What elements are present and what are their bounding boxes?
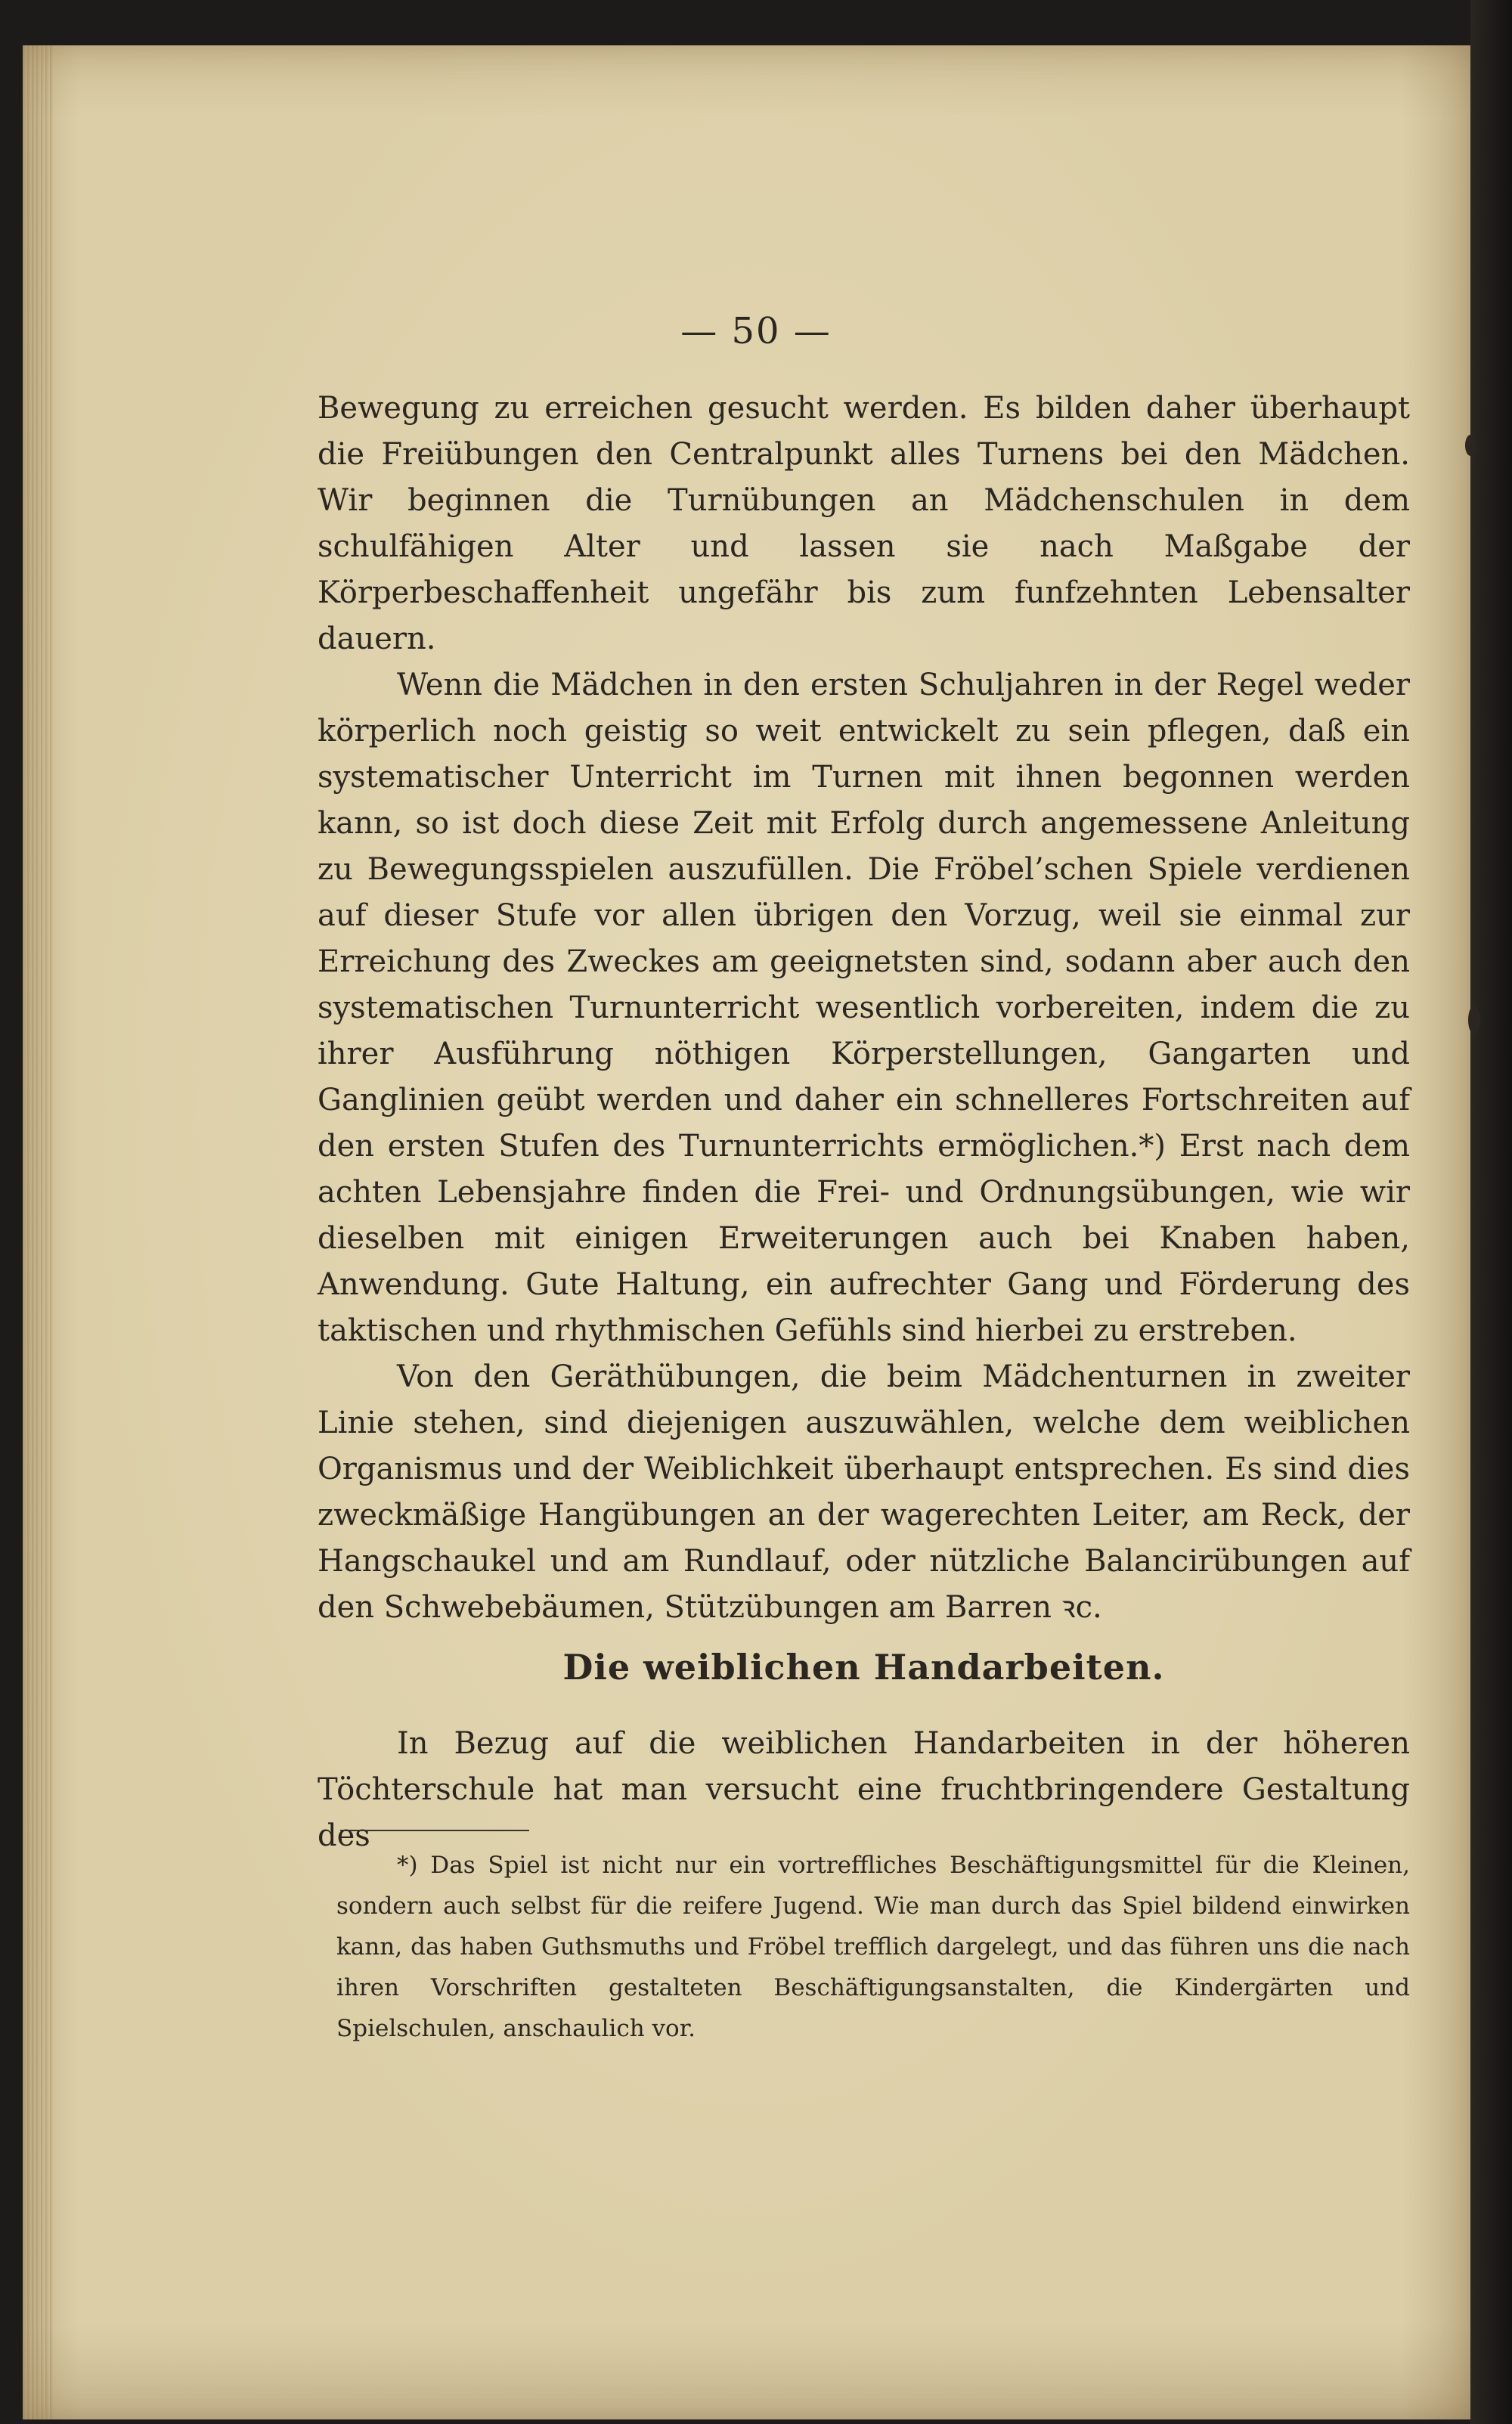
ink-speck bbox=[1465, 435, 1476, 456]
binding-shadow bbox=[1470, 0, 1512, 2424]
ink-speck bbox=[1468, 1006, 1480, 1034]
paragraph-froebel-games: Wenn die Mädchen in den ersten Schuljahren in der Regel weder körperlich noch geistig so weit entwickelt zu sein pflegen, daß ein systematischer Unterricht im Turnen mit ihnen begonnen werden kann, so ist doch diese Zeit mit Erfolg durch angemessene Anleitung zu Bewegungsspielen auszufüllen. Die Fröbel’schen Spiele verdienen auf dieser Stufe vor allen übrigen den Vorzug, weil sie einmal zur Erreichung des Zweckes am geeignetsten sind, sodann aber auch den systematischen Turnunterricht wesentlich vorbereiten, indem die zu ihrer Ausführung nöthigen Körperstellungen, Gangarten und Ganglinien geübt werden und daher ein schnelleres Fortschreiten auf den ersten Stufen des Turnunterrichts ermöglichen.*) Erst nach dem achten Lebensjahre finden die Frei- und Ordnungsübungen, wie wir dieselben mit einigen Erweiterungen auch bei Knaben haben, Anwendung. Gute Haltung, ein aufrechter Gang und Förderung des taktischen und rhythmischen Gefühls sind hierbei zu erstreben. bbox=[318, 668, 1410, 1348]
section-heading: Die weiblichen Handarbeiten. bbox=[562, 1647, 1165, 1688]
paragraph-continuation: Bewegung zu erreichen gesucht werden. Es bilden daher überhaupt die Freiübungen den Centralpunkt alles Turnens bei den Mädchen. Wir beginnen die Turnübungen an Mädchenschulen in dem schulfähigen Alter und lassen sie nach Maßgabe der Körperbeschaffenheit ungefähr bis zum funfzehnten Lebensalter dauern. bbox=[318, 391, 1410, 656]
section-text bbox=[318, 1721, 1410, 1859]
paragraph-apparatus-exercises: Von den Geräthübungen, die beim Mädchenturnen in zweiter Linie stehen, sind diejenigen auszuwählen, welche dem weiblichen Organismus und der Weiblichkeit überhaupt entsprechen. Es sind dies zweckmäßige Hangübungen an der wagerechten Leiter, am Reck, der Hangschaukel und am Rundlauf, oder nützliche Balancirübungen auf den Schwebebäumen, Stützübungen am Barren ꝛc. bbox=[318, 1359, 1410, 1625]
paragraph-handwork: In Bezug auf die weiblichen Handarbeiten in der höheren Töchterschule hat man versucht eine fruchtbringendere Gestaltung des bbox=[318, 1726, 1410, 1853]
main-text bbox=[318, 386, 1410, 1631]
page-edge-texture bbox=[23, 45, 53, 2419]
footnote: *) Das Spiel ist nicht nur ein vortreffliches Beschäftigungsmittel für die Kleinen, sondern auch selbst für die reifere Jugend. Wie man durch das Spiel bildend einwirken kann, das haben Guthsmuths und Fröbel trefflich dargelegt, und das führen uns die nach ihren Vorschriften gestalteten Beschäftigungsanstalten, die Kindergärten und Spielschulen, anschaulich vor. bbox=[336, 1852, 1410, 2042]
page-number: — 50 — bbox=[680, 310, 832, 352]
footnote-divider bbox=[340, 1830, 529, 1831]
